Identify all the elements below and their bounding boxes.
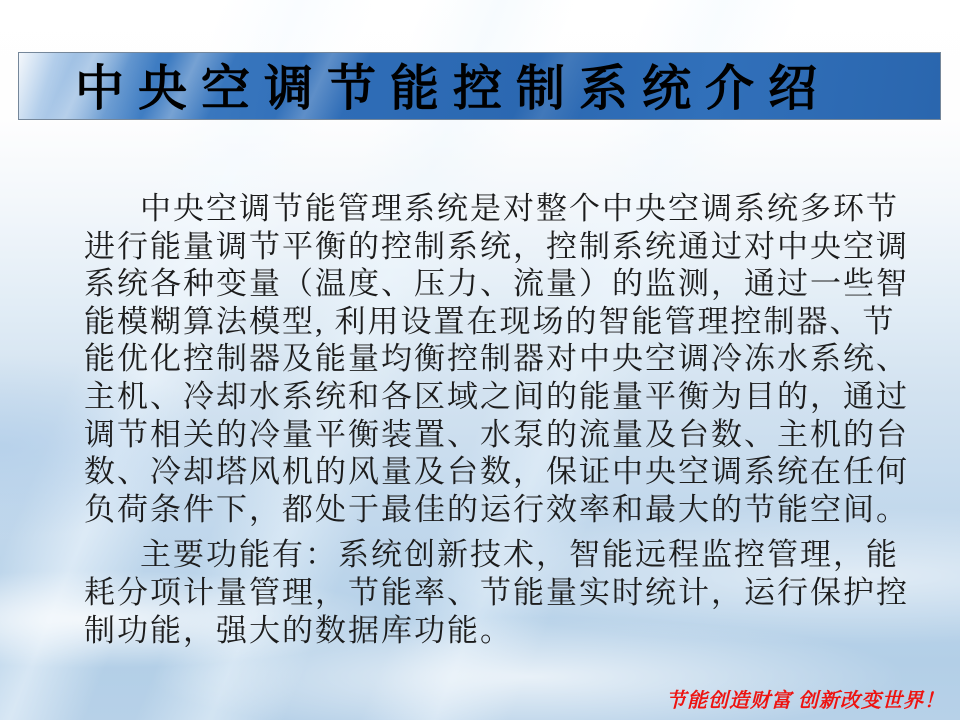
body-line: 系统各种变量（温度、压力、流量）的监测，通过一些智 [84, 266, 909, 302]
slide-title: 中央空调节能控制系统介绍 [75, 62, 832, 116]
body-line: 耗分项计量管理，节能率、节能量实时统计，运行保护控 [84, 574, 909, 610]
title-band [18, 52, 941, 120]
body-line: 能优化控制器及能量均衡控制器对中央空调冷冻水系统、 [84, 341, 909, 377]
body-line: 能模糊算法模型, 利用设置在现场的智能管理控制器、节 [84, 303, 896, 339]
slogan-text: 节能创造财富 创新改变世界！ [666, 690, 945, 712]
body-line: 调节相关的冷量平衡装置、水泵的流量及台数、主机的台 [84, 416, 909, 452]
body-line: 中央空调节能管理系统是对整个中央空调系统多环节 [140, 191, 899, 226]
body-line: 制功能，强大的数据库功能。 [84, 612, 513, 648]
body-line: 主机、冷却水系统和各区域之间的能量平衡为目的，通过 [84, 378, 909, 414]
body-line: 主要功能有：系统创新技术，智能远程监控管理，能 [140, 537, 899, 573]
body-line: 数、冷却塔风机的风量及台数，保证中央空调系统在任何 [84, 454, 909, 490]
body-text-block [84, 190, 944, 649]
body-line: 进行能量调节平衡的控制系统，控制系统通过对中央空调 [84, 228, 909, 264]
body-line: 负荷条件下，都处于最佳的运行效率和最大的节能空间。 [84, 491, 909, 527]
